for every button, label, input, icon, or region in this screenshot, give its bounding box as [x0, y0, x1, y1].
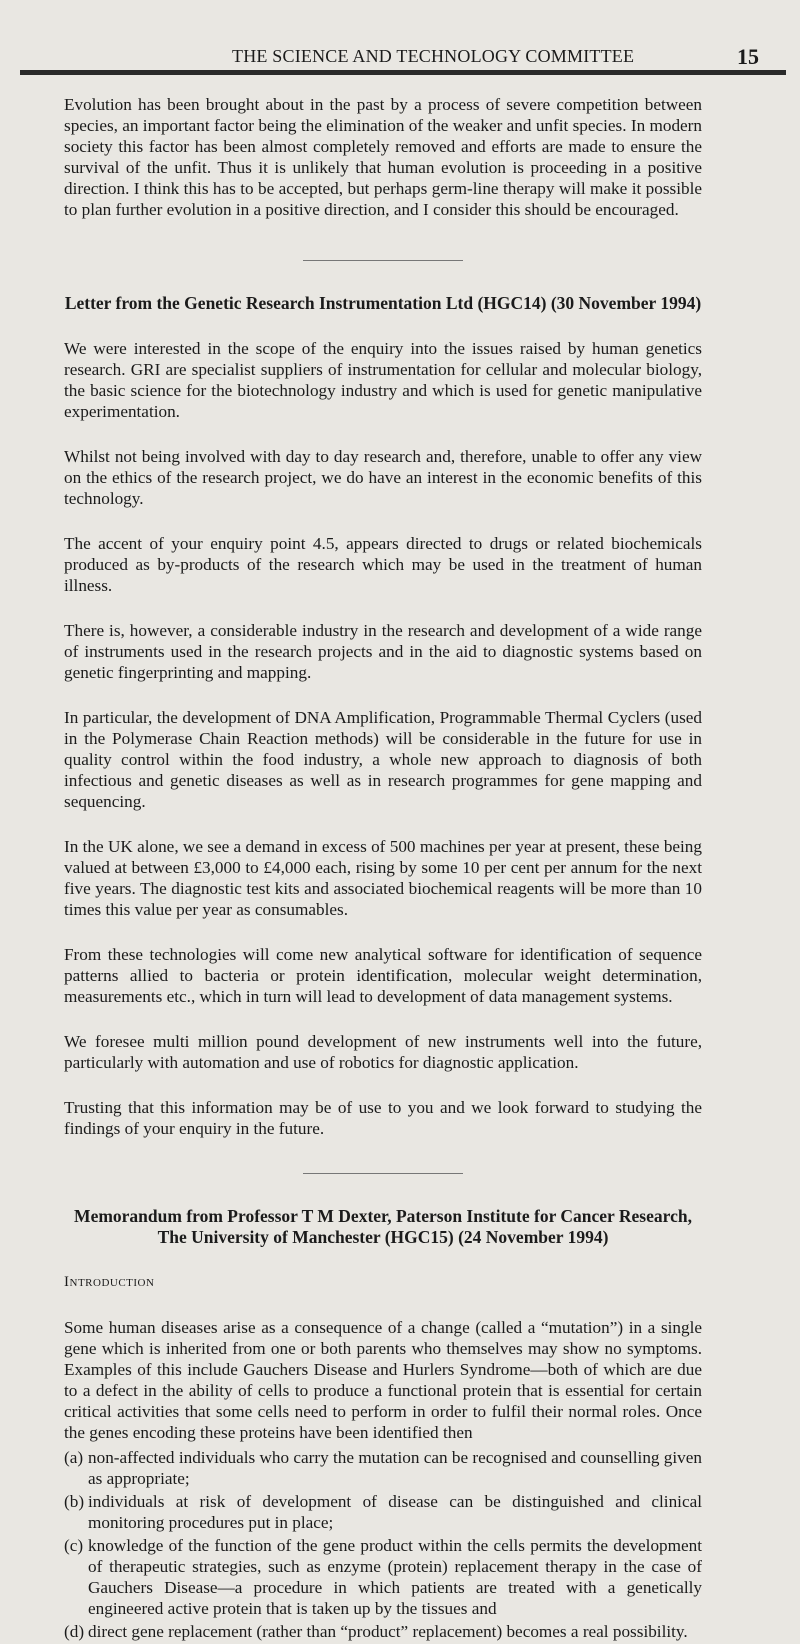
- letter-paragraph: We foresee multi million pound development of new instruments well into the future, particularly with automation and use of robotics for diagnostic application.: [64, 1032, 702, 1072]
- list-item: [64, 1535, 702, 1619]
- letter-paragraph: In particular, the development of DNA Amplification, Programmable Thermal Cyclers (used in the Polymerase Chain Reaction methods) will be considerable in the future for use in quality control within the food industry, a whole new approach to diagnosis of both infectious and genetic diseases as well as in research programmes for gene mapping and sequencing.: [64, 708, 702, 811]
- running-title: THE SCIENCE AND TECHNOLOGY COMMITTEE: [232, 46, 635, 66]
- list-item-text: individuals at risk of development of disease can be distinguished and clinical monitoring procedures put in place;: [88, 1492, 702, 1532]
- memorandum-list: [64, 1447, 702, 1642]
- letter-paragraph: The accent of your enquiry point 4.5, appears directed to drugs or related biochemicals produced as by-products of the research which may be used in the treatment of human illness.: [64, 534, 702, 595]
- list-item-text: knowledge of the function of the gene product within the cells permits the development of therapeutic strategies, such as enzyme (protein) replacement therapy in the case of Gauchers Disease—a procedure in which patients are treated with a genetically engineered active protein that is taken up by the tissues and: [88, 1536, 702, 1618]
- memorandum-paragraph: Some human diseases arise as a consequence of a change (called a “mutation”) in a single gene which is inherited from one or both parents who themselves may show no symptoms. Examples of this include Gauchers Disease and Hurlers Syndrome—both of which are due to a defect in the ability of cells to produce a functional protein that is essential for certain critical activities that some cells need to perform in order to fulfil their normal roles. Once the genes encoding these proteins have been identified then: [64, 1318, 702, 1442]
- page-body: [64, 94, 702, 1644]
- page-header: [0, 0, 800, 76]
- list-item-text: direct gene replacement (rather than “product” replacement) becomes a real possibility.: [88, 1622, 688, 1641]
- list-marker: (d): [64, 1622, 85, 1641]
- list-item-text: non-affected individuals who carry the mutation can be recognised and counselling given as appropriate;: [88, 1448, 702, 1488]
- page-number: 15: [737, 44, 759, 69]
- section-title: Introduction: [64, 1274, 155, 1290]
- letter-paragraph: Trusting that this information may be of use to you and we look forward to studying the findings of your enquiry in the future.: [64, 1098, 702, 1138]
- list-item: [64, 1621, 702, 1642]
- section-divider: [303, 1173, 463, 1174]
- memorandum-heading: Memorandum from Professor T M Dexter, Paterson Institute for Cancer Research, The University of Manchester (HGC15) (24 November 1994): [74, 1206, 692, 1247]
- letter-paragraph: From these technologies will come new analytical software for identification of sequence patterns allied to bacteria or protein identification, molecular weight determination, measurements etc., which in turn will lead to development of data management systems.: [64, 945, 702, 1006]
- letter-paragraph: We were interested in the scope of the enquiry into the issues raised by human genetics research. GRI are specialist suppliers of instrumentation for cellular and molecular biology, the basic science for the biotechnology industry and which is used for genetic manipulative experimentation.: [64, 339, 702, 421]
- letter-heading: Letter from the Genetic Research Instrumentation Ltd (HGC14) (30 November 1994): [64, 293, 702, 313]
- list-marker: (b): [64, 1492, 85, 1511]
- list-item: [64, 1491, 702, 1533]
- header-rule: [20, 70, 786, 75]
- letter-paragraph: Whilst not being involved with day to day research and, therefore, unable to offer any view on the ethics of the research project, we do have an interest in the economic benefits of this technology.: [64, 447, 702, 508]
- list-marker: (a): [64, 1448, 84, 1467]
- list-item: [64, 1447, 702, 1489]
- letter-paragraph: In the UK alone, we see a demand in excess of 500 machines per year at present, these being valued at between £3,000 to £4,000 each, rising by some 10 per cent per annum for the next five years. The diagnostic test kits and associated biochemical reagents will be more than 10 times this value per year as consumables.: [64, 837, 702, 919]
- letter-paragraph: There is, however, a considerable industry in the research and development of a wide range of instruments used in the research projects and in the aid to diagnostic systems based on genetic fingerprinting and mapping.: [64, 621, 702, 682]
- list-marker: (c): [64, 1536, 84, 1555]
- intro-paragraph: Evolution has been brought about in the past by a process of severe competition between species, an important factor being the elimination of the weaker and unfit species. In modern society this factor has been almost completely removed and efforts are made to ensure the survival of the unfit. Thus it is unlikely that human evolution is proceeding in a positive direction. I think this has to be accepted, but perhaps germ-line therapy will make it possible to plan further evolution in a positive direction, and I consider this should be encouraged.: [64, 95, 702, 219]
- section-divider: [303, 260, 463, 261]
